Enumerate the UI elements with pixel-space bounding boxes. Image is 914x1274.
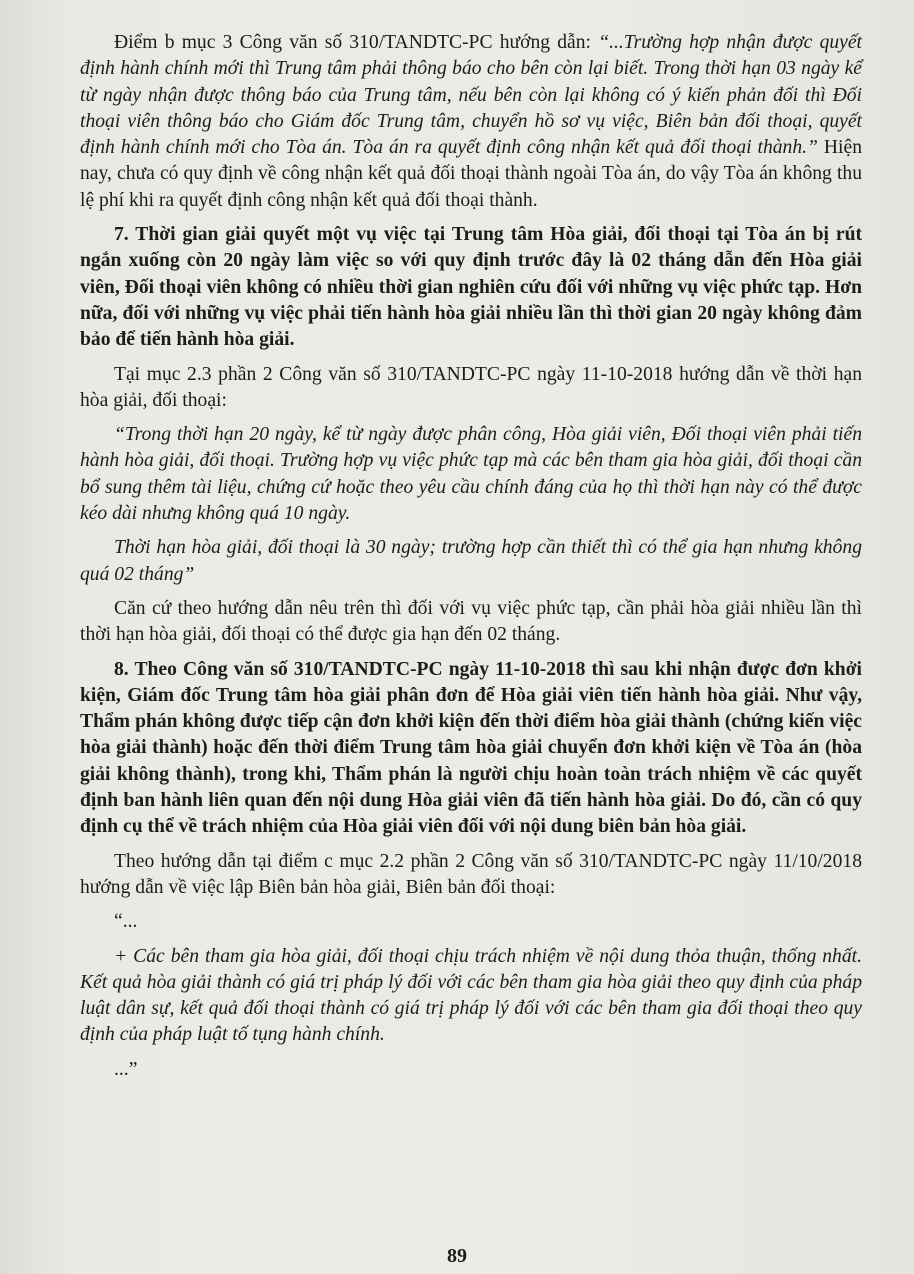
section-8-heading: 8. Theo Công văn số 310/TANDTC-PC ngày 11-10-2018 thì sau khi nhận được đơn khởi kiện, Giám đốc Trung tâm hòa giải phân đơn để Hòa giải viên tiến hành hòa giải. Như vậy, Thẩm phán không được tiếp cận đơn khởi kiện đến thời điểm hòa giải thành (chứng kiến việc hòa giải thành) hoặc đến thời điểm Trung tâm hòa giải chuyển đơn khởi kiện về Tòa án (hòa giải không thành), trong khi, Thẩm phán là người chịu hoàn toàn trách nhiệm về các quyết định ban hành liên quan đến nội dung Hòa giải viên đã tiến hành hòa giải. Do đó, cần có quy định cụ thể về trách nhiệm của Hòa giải viên đối với nội dung biên bản hòa giải. (80, 658, 862, 838)
quote-time-limit-20-days: “Trong thời hạn 20 ngày, kể từ ngày được phân công, Hòa giải viên, Đối thoại viên phải tiến hành hòa giải, đối thoại. Trường hợp vụ việc phức tạp mà các bên tham gia hòa giải, đối thoại cần bổ sung thêm tài liệu, chứng cứ hoặc theo yêu cầu chính đáng của họ thì thời hạn này có thể được kéo dài nhưng không quá 10 ngày. (80, 424, 862, 525)
paragraph-intro (80, 30, 862, 214)
paragraph-section-7-reference: Tại mục 2.3 phần 2 Công văn số 310/TANDTC-PC ngày 11-10-2018 hướng dẫn về thời hạn hòa giải, đối thoại: (80, 363, 862, 411)
paragraph-intro-lead: Điểm b mục 3 Công văn số 310/TANDTC-PC hướng dẫn: (114, 32, 599, 53)
paragraph-section-7-conclusion: Căn cứ theo hướng dẫn nêu trên thì đối với vụ việc phức tạp, cần phải hòa giải nhiều lần thì thời hạn hòa giải, đối thoại có thể được gia hạn đến 02 tháng. (80, 597, 862, 646)
quote-responsibility: + Các bên tham gia hòa giải, đối thoại chịu trách nhiệm về nội dung thỏa thuận, thống nhất. Kết quả hòa giải thành có giá trị pháp lý đối với các bên tham gia hòa giải theo quy định của pháp luật dân sự, kết quả đối thoại thành có giá trị pháp lý đối với các bên tham gia đối thoại theo quy định của pháp luật tố tụng hành chính. (80, 945, 862, 1046)
quote-open-ellipsis: “... (114, 911, 138, 933)
quote-close-ellipsis: ...” (114, 1058, 138, 1080)
page-body (80, 30, 862, 1091)
section-7-heading: 7. Thời gian giải quyết một vụ việc tại Trung tâm Hòa giải, đối thoại tại Tòa án bị rút ngắn xuống còn 20 ngày làm việc so với quy định trước đây là 02 tháng dẫn đến Hòa giải viên, Đối thoại viên không có nhiều thời gian nghiên cứu đối với những vụ việc phức tạp. Hơn nữa, đối với những vụ việc phải tiến hành hòa giải nhiều lần thì thời gian 20 ngày không đảm bảo để tiến hành hòa giải. (80, 224, 862, 351)
paragraph-intro-tail: Hiện nay, chưa có quy định về công nhận kết quả đối thoại thành ngoài Tòa án, do vậy Tòa án không thu lệ phí khi ra quyết định công nhận kết quả đối thoại thành. (80, 137, 862, 211)
quote-time-limit-30-days: Thời hạn hòa giải, đối thoại là 30 ngày; trường hợp cần thiết thì có thể gia hạn nhưng không quá 02 tháng” (80, 537, 862, 585)
page-number: 89 (447, 1245, 467, 1267)
paragraph-section-8-reference: Theo hướng dẫn tại điểm c mục 2.2 phần 2 Công văn số 310/TANDTC-PC ngày 11/10/2018 hướng dẫn về việc lập Biên bản hòa giải, Biên bản đối thoại: (80, 850, 862, 898)
paragraph-intro-quote: “...Trường hợp nhận được quyết định hành chính mới thì Trung tâm phải thông báo cho bên còn lại biết. Trong thời hạn 03 ngày kể từ ngày nhận được thông báo của Trung tâm, nếu bên còn lại không có ý kiến phản đối thì Đối thoại viên thông báo cho Giám đốc Trung tâm, chuyển hồ sơ vụ việc, Biên bản đối thoại, quyết định hành chính mới cho Tòa án. Tòa án ra quyết định công nhận kết quả đối thoại thành.” (80, 32, 862, 159)
